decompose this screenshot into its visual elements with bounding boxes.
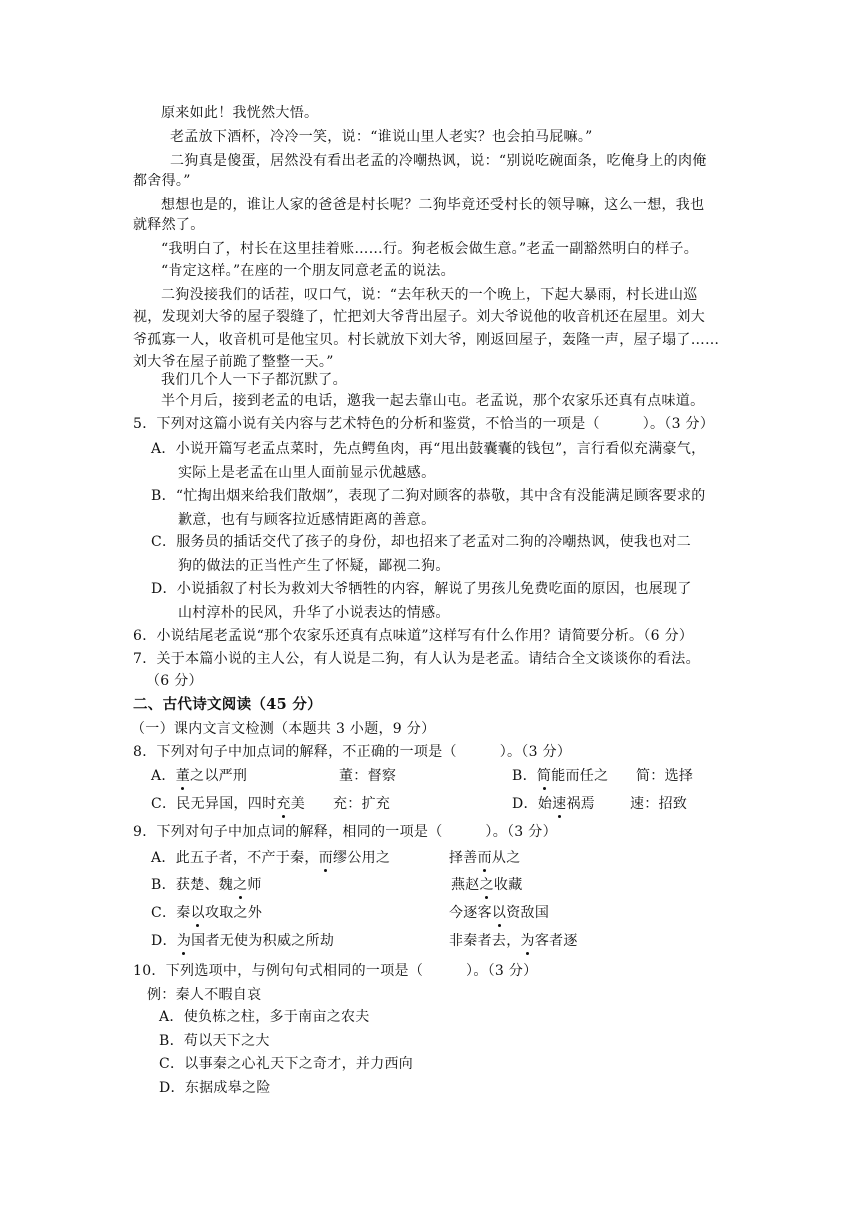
story-paragraph: “肯定这样。”在座的一个朋友同意老孟的说法。 [161,263,455,279]
question-8-option-b: B．简能而任之 [512,768,609,784]
question-5-option-d-cont: 山村淳朴的民风，升华了小说表达的情感。 [178,605,450,621]
question-5-option-d: D．小说插叙了村长为救刘大爷牺牲的内容，解说了男孩儿免费吃面的原因，也展现了 [151,581,692,597]
question-8-option-a: A．董之以严刑 [151,768,248,784]
section-subtitle: （一）课内文言文检测（本题共 3 小题，9 分） [131,721,436,737]
question-5-option-c-cont: 狗的做法的正当性产生了怀疑，鄙视二狗。 [178,558,450,574]
question-9-option-b: B．获楚、魏之师 [151,877,262,893]
question-10-option-d: D．东据成皋之险 [159,1080,271,1096]
section-title: 二、古代诗文阅读（45 分） [133,696,322,713]
question-9-option-b-pair: 燕赵之收藏 [451,877,523,893]
story-paragraph-cont: 刘大爷在屋子前跪了整整一天。” [133,354,334,370]
dotted-char: 为 [176,933,192,949]
dotted-char: 充 [276,796,291,812]
question-8-option-b-note: 简：选择 [636,768,694,784]
dotted-char: 以 [190,905,205,921]
question-9-stem: 9．下列对句子中加点词的解释，相同的一项是（ ）。（3 分） [133,824,557,840]
dotted-char: 之 [233,877,248,893]
question-10-option-c: C．以事秦之心礼天下之奇才，并力西向 [159,1056,414,1072]
question-7: 7．关于本篇小说的主人公，有人说是二狗，有人认为是老孟。请结合全文谈谈你的看法。 [133,651,700,667]
story-paragraph-cont: 爷孤寡一人，收音机可是他宝贝。村长就放下刘大爷，刚返回屋子，轰隆一声，屋子塌了…… [133,332,720,348]
question-8-option-d-note: 速：招致 [630,796,688,812]
story-paragraph: 原来如此！我恍然大悟。 [161,105,319,121]
story-paragraph: 想想也是的，谁让人家的爸爸是村长呢？二狗毕竟还受村长的领导嘛，这么一想，我也 [161,197,705,213]
question-9-option-a: A．此五子者，不产于秦，而缪公用之 [151,850,391,866]
dotted-char: 而 [477,850,492,866]
story-paragraph: “我明白了，村长在这里挂着账……行。狗老板会做生意。”老孟一副豁然明白的样子。 [161,241,699,257]
question-8-option-c-note: 充：扩充 [333,796,391,812]
story-paragraph-cont: 视，发现刘大爷的屋子裂缝了，忙把刘大爷背出屋子。刘大爷说他的收音机还在屋里。刘大 [133,309,705,325]
story-paragraph: 半个月后，接到老孟的电话，邀我一起去靠山屯。老孟说，那个农家乐还真有点味道。 [161,393,705,409]
question-5-option-c: C．服务员的插话交代了孩子的身份，却也招来了老孟对二狗的冷嘲热讽，使我也对二 [151,534,692,550]
story-paragraph: 二狗没接我们的话茬，叹口气，说：“去年秋天的一个晚上，下起大暴雨，村长进山巡 [161,287,698,303]
question-9-option-d-pair: 非秦者去，为客者逐 [449,933,578,949]
question-8-option-d: D．始速祸焉 [512,796,596,812]
question-5-stem: 5．下列对这篇小说有关内容与艺术特色的分析和鉴赏，不恰当的一项是（ ）。（3 分） [133,416,715,432]
question-10-stem: 10．下列选项中，与例句句式相同的一项是（ ）。（3 分） [133,963,538,979]
dotted-char: 以 [491,905,507,921]
dotted-char: 速 [552,796,567,812]
question-8-stem: 8．下列对句子中加点词的解释，不正确的一项是（ ）。（3 分） [133,744,572,760]
story-paragraph-cont: 都舍得。” [133,173,191,189]
question-9-option-c-pair: 今逐客以资敌国 [449,905,550,921]
question-5-option-b: B．“忙掏出烟来给我们散烟”，表现了二狗对顾客的恭敬，其中含有没能满足顾客要求的 [151,488,706,504]
question-8-option-a-note: 董：督察 [339,768,397,784]
question-6: 6．小说结尾老孟说“那个农家乐还真有点味道”这样写有什么作用？请简要分析。（6 分） [133,628,694,644]
dotted-char: 而 [318,850,334,866]
question-8-option-c: C．民无异国，四时充美 [151,796,306,812]
dotted-char: 简 [536,768,552,784]
question-10-example: 例：秦人不暇自哀 [147,987,262,1003]
question-9-option-a-pair: 择善而从之 [449,850,521,866]
dotted-char: 为 [520,933,535,949]
question-10-option-a: A．使负栋之柱，多于南亩之农夫 [159,1009,370,1025]
question-5-option-a: A．小说开篇写老孟点菜时，先点鳄鱼肉，再“甩出鼓囊囊的钱包”，言行看似充满豪气， [151,441,706,457]
dotted-char: 之 [479,877,494,893]
story-paragraph-cont: 就释然了。 [133,217,205,233]
question-5-option-b-cont: 歉意，也有与顾客拉近感情距离的善意。 [178,512,436,528]
question-10-option-b: B．苟以天下之大 [159,1033,270,1049]
story-paragraph: 我们几个人一下子都沉默了。 [161,372,347,388]
question-5-option-a-cont: 实际上是老孟在山里人面前显示优越感。 [178,465,436,481]
story-paragraph: 二狗真是傻蛋，居然没有看出老孟的冷嘲热讽，说：“别说吃碗面条，吃俺身上的肉俺 [170,153,707,169]
question-9-option-c: C．秦以攻取之外 [151,905,263,921]
dotted-char: 董 [175,768,191,784]
question-9-option-d: D．为国者无使为积威之所劫 [151,933,335,949]
story-paragraph: 老孟放下酒杯，冷冷一笑，说：“谁说山里人老实？也会拍马屁嘛。” [170,129,593,145]
question-7-score: （6 分） [146,673,203,689]
